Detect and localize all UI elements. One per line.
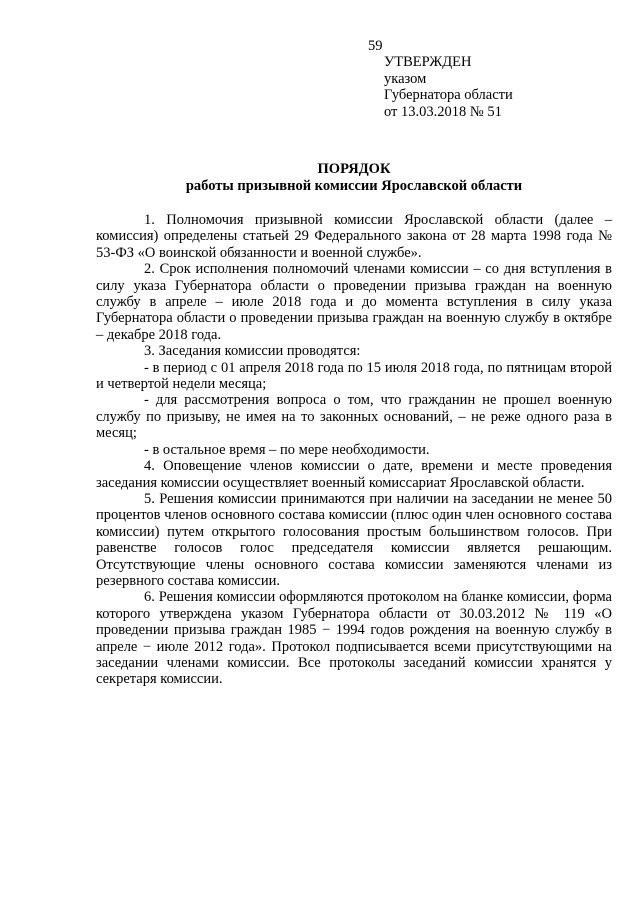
approval-status: УТВЕРЖДЕН bbox=[384, 54, 472, 70]
paragraph-4-notification: 4. Оповещение членов комиссии о дате, времени и месте проведения заседания комиссии осуществляет военный комиссариат Ярославской области. bbox=[96, 458, 612, 491]
approval-date-number: от 13.03.2018 № 51 bbox=[384, 103, 502, 120]
document-body bbox=[96, 212, 612, 688]
document-title-block bbox=[96, 161, 612, 195]
approval-authority: Губернатора области bbox=[384, 87, 513, 103]
document-subtitle: работы призывной комиссии Ярославской области bbox=[185, 178, 523, 194]
paragraph-5-decisions: 5. Решения комиссии принимаются при наличии на заседании не менее 50 процентов членов основного состава комиссии (плюс один член основного состава комиссии) путем открытого голосования простым большинством голосов. При равенстве голосов голос председателя комиссии является решающим. Отсутствующие члены основного состава комиссии заменяются членами из резервного состава комиссии. bbox=[96, 490, 612, 589]
meetings-item-review: - для рассмотрения вопроса о том, что гражданин не прошел военную службу по призыву, не имея на то законных оснований, – не реже одного раза в месяц; bbox=[96, 392, 612, 442]
meetings-item-other: - в остальное время – по мере необходимости. bbox=[144, 441, 430, 458]
approval-act-type: указом bbox=[384, 70, 427, 87]
paragraph-3-meetings: 3. Заседания комиссии проводятся: bbox=[144, 343, 361, 360]
meetings-item-period: - в период с 01 апреля 2018 года по 15 июля 2018 года, по пятницам второй и четвертой недели месяца; bbox=[96, 359, 612, 393]
page-number: 59 bbox=[368, 38, 383, 54]
paragraph-2-term: 2. Срок исполнения полномочий членами комиссии – со дня вступления в силу указа Губернатора области о проведении призыва граждан на военную службу в апреле – июле 2018 года и до момента вступления в силу указа Губернатора области о проведении призыва граждан на военную службу в октябре – декабре 2018 года. bbox=[96, 261, 612, 343]
approval-stamp bbox=[384, 54, 513, 120]
paragraph-6-protocol: 6. Решения комиссии оформляются протоколом на бланке комиссии, форма которого утверждена указом Губернатора области от 30.03.2012 № 119 «О проведении призыва граждан 1985 − 1994 годов рождения на военную службу в апреле − июле 2012 года». Протокол подписывается всеми присутствующими на заседании членами комиссии. Все протоколы заседаний комиссии хранятся у секретаря комиссии. bbox=[96, 589, 612, 688]
document-title: ПОРЯДОК bbox=[317, 161, 391, 177]
paragraph-1-powers: 1. Полномочия призывной комиссии Ярославской области (далее – комиссия) определены статьей 29 Федерального закона от 28 марта 1998 года № 53-ФЗ «О воинской обязанности и военной службе». bbox=[96, 212, 612, 261]
